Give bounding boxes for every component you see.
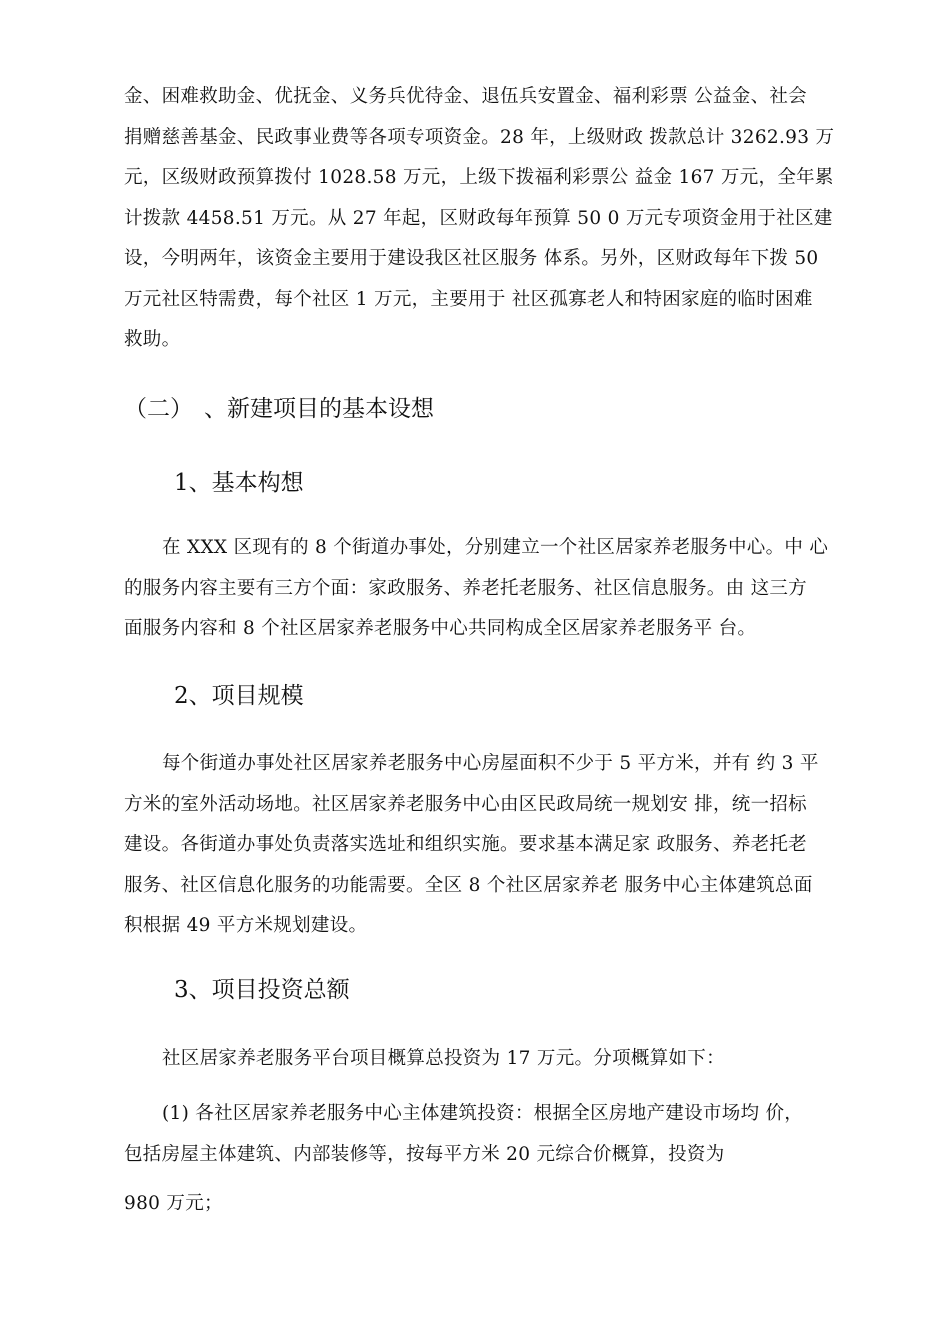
paragraph-investment-amount: 980 万元； [124, 1193, 223, 1214]
text-line: 元，区级财政预算拨付 1028.58 万元，上级下拨福利彩票公 益金 167 万元，全年累 [124, 167, 834, 188]
text-line: 积根据 49 平方米规划建设。 [124, 915, 368, 936]
section-heading-2 [124, 394, 434, 424]
text-line: 的服务内容主要有三方个面：家政服务、养老托老服务、社区信息服务。由 这三方 [124, 577, 807, 599]
text-line: 方米的室外活动场地。社区居家养老服务中心由区民政局统一规划安 排，统一招标 [124, 793, 807, 815]
text-line: 每个街道办事处社区居家养老服务中心房屋面积不少于 5 平方米，并有 约 3 平 [162, 753, 819, 774]
text-line: 万元社区特需费，每个社区 1 万元，主要用于 社区孤寡老人和特困家庭的临时困难 [124, 288, 813, 310]
section-title: 、新建项目的基本设想 [204, 396, 434, 422]
subheading-investment-total: 3、项目投资总额 [174, 977, 350, 1003]
text-line: 在 XXX 区现有的 8 个街道办事处，分别建立一个社区居家养老服务中心。中 心 [162, 537, 829, 558]
text-line: 捐赠慈善基金、民政事业费等各项专项资金。28 年，上级财政 拨款总计 3262.93 万 [124, 126, 835, 148]
paragraph-concept [124, 528, 830, 650]
text-line: 救助。 [124, 329, 181, 350]
text-line: 包括房屋主体建筑、内部装修等，按每平方米 20 元综合价概算，投资为 [124, 1143, 725, 1165]
text-line: 设，今明两年，该资金主要用于建设我区社区服务 体系。另外，区财政每年下拨 50 [124, 248, 819, 269]
text-line: (1) 各社区居家养老服务中心主体建筑投资：根据全区房地产建设市场均 价， [162, 1103, 804, 1124]
subheading-project-scale: 2、项目规模 [174, 683, 304, 709]
text-line: 计拨款 4458.51 万元。从 27 年起，区财政每年预算 50 0 万元专项资金用于社区建 [124, 207, 833, 229]
section-number: （二） [124, 396, 193, 422]
paragraph-funding [124, 77, 835, 361]
subheading-basic-concept: 1、基本构想 [174, 470, 304, 496]
text-line: 面服务内容和 8 个社区居家养老服务中心共同构成全区居家养老服务平 台。 [124, 618, 757, 639]
text-line: 金、困难救助金、优抚金、义务兵优待金、退伍兵安置金、福利彩票 公益金、社会 [124, 86, 807, 107]
text-line: 服务、社区信息化服务的功能需要。全区 8 个社区居家养老 服务中心主体建筑总面 [124, 874, 813, 896]
paragraph-scale [124, 744, 830, 947]
paragraph-investment-item-1 [124, 1094, 830, 1175]
text-line: 建设。各街道办事处负责落实选址和组织实施。要求基本满足家 政服务、养老托老 [124, 834, 807, 855]
paragraph-investment-summary: 社区居家养老服务平台项目概算总投资为 17 万元。分项概算如下： [162, 1048, 725, 1069]
